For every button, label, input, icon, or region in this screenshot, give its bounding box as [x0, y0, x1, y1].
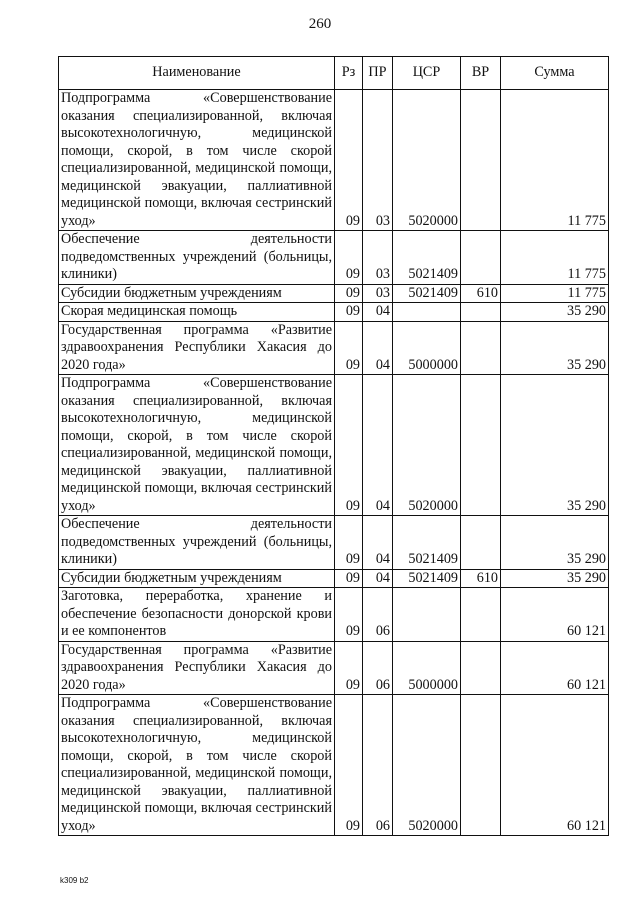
cell-pr: 04 [363, 321, 393, 375]
cell-vr [461, 321, 501, 375]
cell-vr [461, 641, 501, 695]
cell-vr [461, 588, 501, 642]
table-row [59, 284, 609, 303]
cell-vr [461, 375, 501, 516]
cell-vr [461, 303, 501, 322]
cell-pr: 06 [363, 588, 393, 642]
cell-csr [393, 588, 461, 642]
cell-vr: 610 [461, 284, 501, 303]
table-row [59, 695, 609, 836]
cell-pr: 04 [363, 516, 393, 570]
table-row [59, 516, 609, 570]
cell-rz: 09 [335, 375, 363, 516]
cell-name: Государственная программа «Развитие здравоохранения Республики Хакасия до 2020 года» [59, 321, 335, 375]
cell-name: Заготовка, переработка, хранение и обеспечение безопасности донорской крови и ее компонентов [59, 588, 335, 642]
cell-vr [461, 695, 501, 836]
cell-vr [461, 231, 501, 285]
cell-vr [461, 516, 501, 570]
cell-rz: 09 [335, 641, 363, 695]
cell-sum: 60 121 [501, 695, 609, 836]
cell-rz: 09 [335, 695, 363, 836]
page-number: 260 [308, 16, 332, 32]
cell-sum: 35 290 [501, 375, 609, 516]
table-row [59, 231, 609, 285]
footer-code: k309 b2 [60, 876, 89, 885]
cell-csr: 5021409 [393, 569, 461, 588]
cell-csr: 5000000 [393, 321, 461, 375]
cell-csr: 5021409 [393, 284, 461, 303]
header-csr: ЦСР [393, 57, 461, 90]
cell-pr: 03 [363, 284, 393, 303]
cell-name: Скорая медицинская помощь [59, 303, 335, 322]
cell-sum: 11 775 [501, 231, 609, 285]
table-row [59, 641, 609, 695]
cell-name: Субсидии бюджетным учреждениям [59, 284, 335, 303]
cell-rz: 09 [335, 516, 363, 570]
cell-pr: 03 [363, 90, 393, 231]
cell-rz: 09 [335, 90, 363, 231]
cell-rz: 09 [335, 303, 363, 322]
table-body [59, 90, 609, 836]
header-name: Наименование [59, 57, 335, 90]
table-row [59, 90, 609, 231]
cell-name: Субсидии бюджетным учреждениям [59, 569, 335, 588]
cell-name: Государственная программа «Развитие здравоохранения Республики Хакасия до 2020 года» [59, 641, 335, 695]
table-header-row [59, 57, 609, 90]
cell-sum: 35 290 [501, 303, 609, 322]
cell-csr: 5020000 [393, 90, 461, 231]
cell-csr: 5000000 [393, 641, 461, 695]
header-pr: ПР [363, 57, 393, 90]
cell-sum: 35 290 [501, 516, 609, 570]
cell-csr: 5021409 [393, 516, 461, 570]
cell-sum: 35 290 [501, 569, 609, 588]
cell-sum: 11 775 [501, 284, 609, 303]
cell-sum: 11 775 [501, 90, 609, 231]
cell-pr: 06 [363, 641, 393, 695]
cell-sum: 60 121 [501, 641, 609, 695]
cell-csr: 5020000 [393, 695, 461, 836]
cell-name: Подпрограмма «Совершенствование оказания специализированной, включая высокотехнологичную, медицинской помощи, скорой, в том числе скорой специализированной, медицинской помощи, медицинской эвакуации, паллиативной медицинской помощи, включая сестринский уход» [59, 375, 335, 516]
cell-rz: 09 [335, 569, 363, 588]
table-row [59, 588, 609, 642]
cell-vr: 610 [461, 569, 501, 588]
cell-pr: 04 [363, 569, 393, 588]
cell-csr [393, 303, 461, 322]
budget-table [58, 56, 609, 836]
cell-rz: 09 [335, 588, 363, 642]
table-row [59, 303, 609, 322]
cell-pr: 04 [363, 303, 393, 322]
cell-name: Обеспечение деятельности подведомственных учреждений (больницы, клиники) [59, 516, 335, 570]
table-row [59, 375, 609, 516]
cell-rz: 09 [335, 284, 363, 303]
cell-pr: 03 [363, 231, 393, 285]
table-row [59, 569, 609, 588]
cell-rz: 09 [335, 231, 363, 285]
cell-csr: 5021409 [393, 231, 461, 285]
cell-vr [461, 90, 501, 231]
header-vr: ВР [461, 57, 501, 90]
cell-name: Обеспечение деятельности подведомственных учреждений (больницы, клиники) [59, 231, 335, 285]
header-rz: Рз [335, 57, 363, 90]
cell-name: Подпрограмма «Совершенствование оказания специализированной, включая высокотехнологичную, медицинской помощи, скорой, в том числе скорой специализированной, медицинской помощи, медицинской эвакуации, паллиативной медицинской помощи, включая сестринский уход» [59, 90, 335, 231]
header-sum: Сумма [501, 57, 609, 90]
cell-name: Подпрограмма «Совершенствование оказания специализированной, включая высокотехнологичную, медицинской помощи, скорой, в том числе скорой специализированной, медицинской помощи, медицинской эвакуации, паллиативной медицинской помощи, включая сестринский уход» [59, 695, 335, 836]
cell-rz: 09 [335, 321, 363, 375]
cell-sum: 60 121 [501, 588, 609, 642]
cell-csr: 5020000 [393, 375, 461, 516]
table-row [59, 321, 609, 375]
cell-pr: 06 [363, 695, 393, 836]
cell-pr: 04 [363, 375, 393, 516]
cell-sum: 35 290 [501, 321, 609, 375]
